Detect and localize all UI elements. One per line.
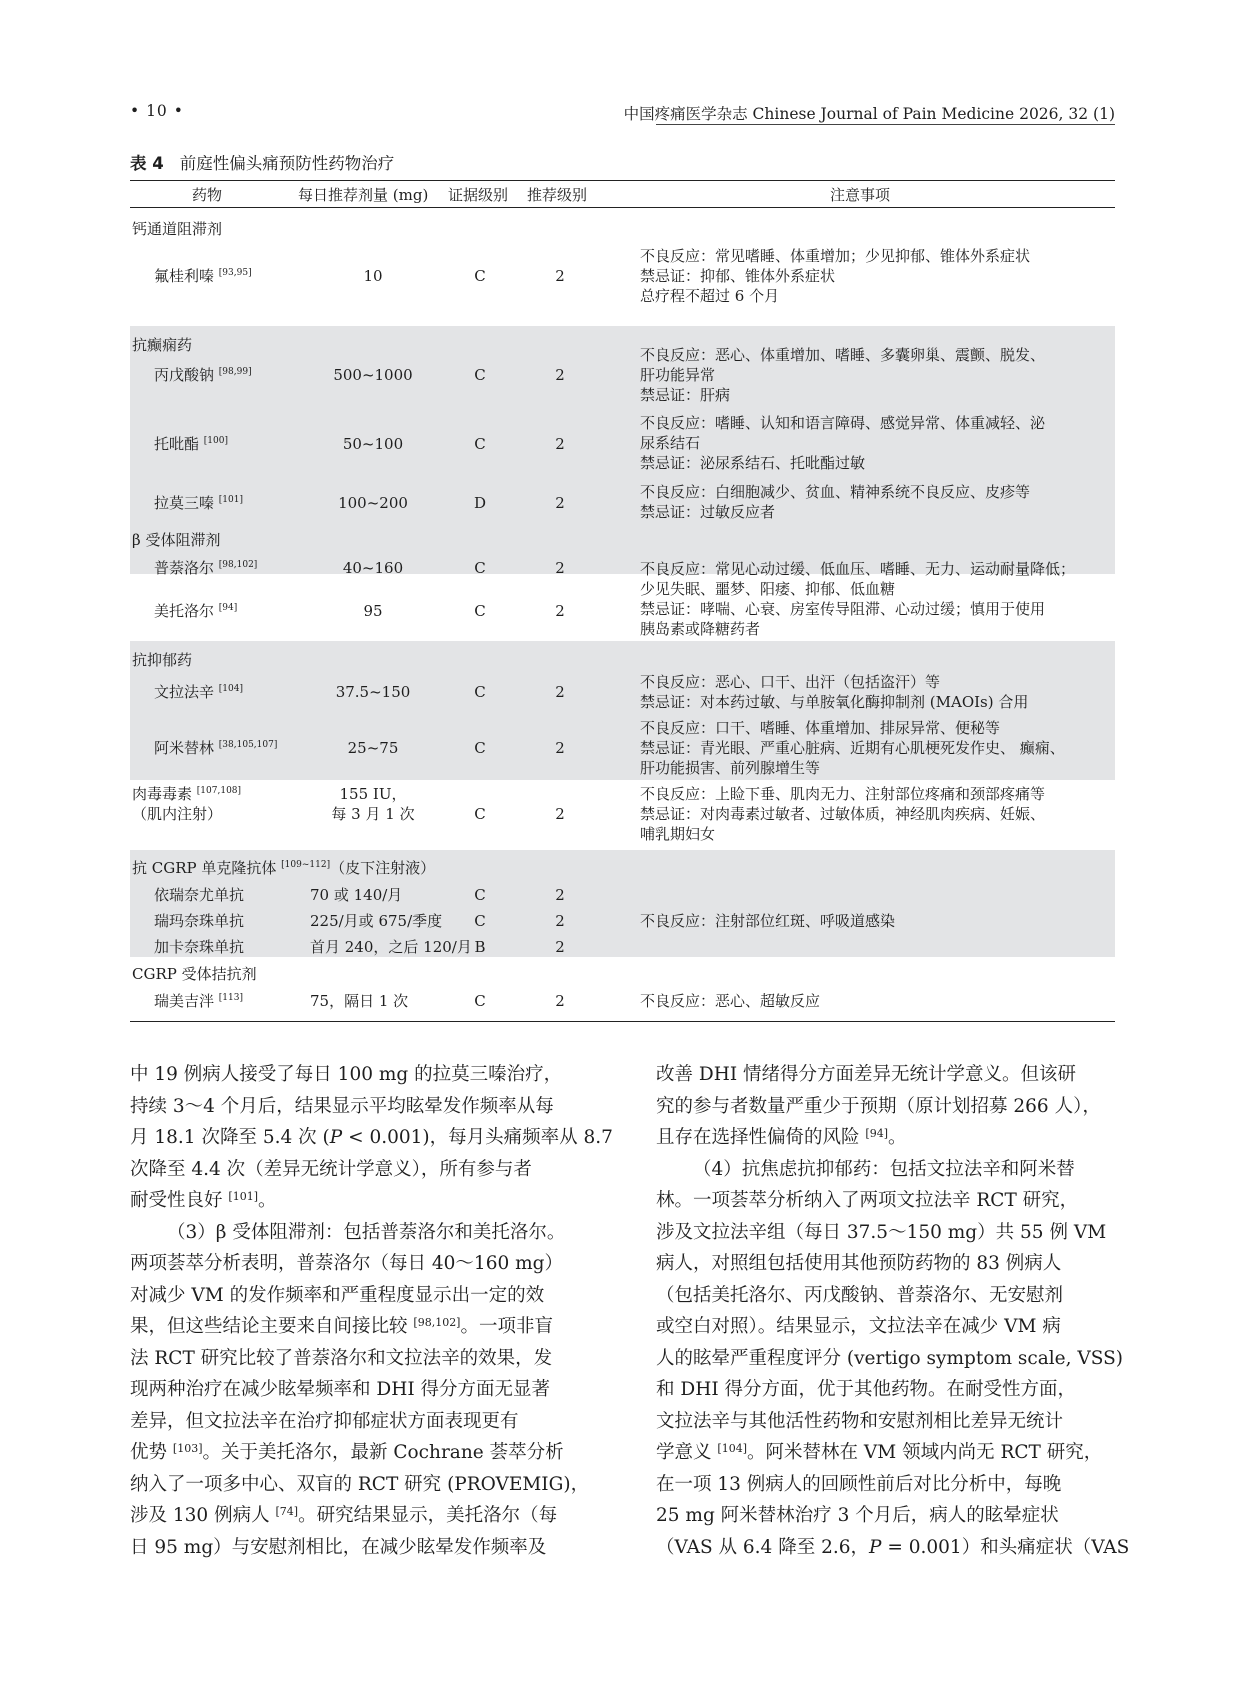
paragraph: 中 19 例病人接受了每日 100 mg 的拉莫三嗪治疗， 持续 3～4 个月后，结果显示平均眩晕发作频率从每 月 18.1 次降至 5.4 次 (P < 0.001)，每月头痛频率从 8.7 次降至 4.4 次（差异无统计学意义），所有参与者 耐受性良好 [101]。 xyxy=(130,1064,613,1211)
evidence-level: C xyxy=(474,992,486,1010)
journal-title: 中国疼痛医学杂志 Chinese Journal of Pain Medicine 2026, 32 (1) xyxy=(623,105,1115,123)
recommendation-grade: 2 xyxy=(555,559,565,577)
drug-name: 拉莫三嗪 [101] xyxy=(154,494,243,512)
group-label-beta: β 受体阻滞剂 xyxy=(132,531,221,549)
paragraph: （4）抗焦虑抗抑郁药：包括文拉法辛和阿米替 林。一项荟萃分析纳入了两项文拉法辛 RCT 研究， 涉及文拉法辛组（每日 37.5～150 mg）共 55 例 VM 病人，对照组包括使用其他预防药物的 83 例病人 （包括美托洛尔、丙戊酸钠、普萘洛尔、无安慰剂 或空白对照）。结果显示，文拉法辛在减少 VM 病 人的眩晕严重程度评分 (vertigo symptom scale, VSS) 和 DHI 得分方面，优于其他药物。在耐受性方面， 文拉法辛与其他活性药物和安慰剂相比差异无统计 学意义 [104]。阿米替林在 VM 领域内尚无 RCT 研究， 在一项 13 例病人的回顾性前后对比分析中，每晚 25 mg 阿米替林治疗 3 个月后，病人的眩晕症状 （VAS 从 6.4 降至 2.6，P = 0.001）和头痛症状（VAS xyxy=(656,1158,1130,1558)
evidence-level: C xyxy=(474,559,486,577)
recommendation-grade: 2 xyxy=(555,992,565,1010)
body-column-right xyxy=(656,1059,1130,1563)
drug-name: 瑞玛奈珠单抗 xyxy=(154,912,245,930)
table-label: 表 4 xyxy=(130,154,164,173)
drug-name: 丙戊酸钠 [98,99] xyxy=(154,366,252,384)
evidence-level: C xyxy=(474,267,486,285)
group-label-aed-text: 抗癫痫药 xyxy=(132,336,193,354)
evidence-level: C xyxy=(474,886,486,904)
drug-name: 普萘洛尔 [98,102] xyxy=(154,559,258,577)
table-top-rule xyxy=(130,180,1115,181)
column-header-drug: 药物 xyxy=(192,186,223,204)
notes-cell: 不良反应：常见心动过缓、低血压、嗜睡、无力、运动耐量降低； 少见失眠、噩梦、阳痿、抑郁、低血糖 禁忌证：哮喘、心衰、房室传导阻滞、心动过缓；慎用于使用 胰岛素或降糖药者 xyxy=(640,560,1076,638)
recommendation-grade: 2 xyxy=(555,739,565,757)
dose-value: 50~100 xyxy=(342,435,404,453)
dose-value: 225/月或 675/季度 xyxy=(310,912,443,930)
dose-value: 25~75 xyxy=(347,739,399,757)
drug-name: 瑞美吉泮 [113] xyxy=(154,992,243,1010)
header-rule xyxy=(656,124,1115,125)
group-label-antidepressants: 抗抑郁药 xyxy=(132,651,193,669)
column-header-evidence: 证据级别 xyxy=(448,186,509,204)
evidence-level: C xyxy=(474,435,486,453)
recommendation-grade: 2 xyxy=(555,366,565,384)
recommendation-grade: 2 xyxy=(555,912,565,930)
column-header-notes: 注意事项 xyxy=(830,186,891,204)
paragraph: 改善 DHI 情绪得分方面差异无统计学意义。但该研 究的参与者数量严重少于预期（原计划招募 266 人）， 且存在选择性偏倚的风险 [94]。 xyxy=(656,1064,1101,1148)
table-title: 前庭性偏头痛预防性药物治疗 xyxy=(179,154,395,173)
dose-value: 100~200 xyxy=(338,494,408,512)
notes-cell: 不良反应：口干、嗜睡、体重增加、排尿异常、便秘等 禁忌证：青光眼、严重心脏病、近期有心肌梗死发作史、 癫痫、 肝功能损害、前列腺增生等 xyxy=(640,719,1065,777)
column-header-dose: 每日推荐剂量 (mg) xyxy=(298,186,429,204)
drug-name: 肉毒毒素 [107,108] （肌内注射） xyxy=(132,785,242,823)
recommendation-grade: 2 xyxy=(555,683,565,701)
notes-cell: 不良反应：白细胞减少、贫血、精神系统不良反应、皮疹等 禁忌证：过敏反应者 xyxy=(640,483,1031,521)
dose-value: 500~1000 xyxy=(333,366,413,384)
recommendation-grade: 2 xyxy=(555,435,565,453)
dose-value: 75，隔日 1 次 xyxy=(310,992,409,1010)
column-header-grade: 推荐级别 xyxy=(527,186,588,204)
evidence-level: B xyxy=(474,938,486,956)
group-label-gepant: CGRP 受体拮抗剂 xyxy=(132,965,257,983)
evidence-level: C xyxy=(474,683,486,701)
table-caption xyxy=(130,150,394,174)
running-head xyxy=(130,102,1115,126)
notes-cell: 不良反应：上睑下垂、肌肉无力、注射部位疼痛和颈部疼痛等 禁忌证：对肉毒素过敏者、过敏体质，神经肌肉疾病、妊娠、 哺乳期妇女 xyxy=(640,785,1046,843)
dose-value: 40~160 xyxy=(342,559,404,577)
recommendation-grade: 2 xyxy=(555,602,565,620)
drug-name: 加卡奈珠单抗 xyxy=(154,938,245,956)
dose-value: 首月 240，之后 120/月 xyxy=(310,938,472,956)
notes-cell: 不良反应：恶心、口干、出汗（包括盗汗）等 禁忌证：对本药过敏、与单胺氧化酶抑制剂 (MAOIs) 合用 xyxy=(640,673,1029,711)
evidence-level: C xyxy=(474,739,486,757)
evidence-level: C xyxy=(474,805,486,823)
recommendation-grade: 2 xyxy=(555,938,565,956)
dose-value: 70 或 140/月 xyxy=(310,886,403,904)
group-label-cgrp-mab: 抗 CGRP 单克隆抗体 [109~112]（皮下注射液） xyxy=(132,859,436,877)
drug-name: 美托洛尔 [94] xyxy=(154,602,238,620)
dose-value: 37.5~150 xyxy=(335,683,411,701)
recommendation-grade: 2 xyxy=(555,267,565,285)
dose-value: 10 xyxy=(363,267,383,285)
dose-value: 95 xyxy=(363,602,383,620)
recommendation-grade: 2 xyxy=(555,494,565,512)
notes-cell: 不良反应：注射部位红斑、呼吸道感染 xyxy=(640,912,896,930)
drug-name: 依瑞奈尤单抗 xyxy=(154,886,245,904)
notes-cell: 不良反应：恶心、体重增加、嗜睡、多囊卵巢、震颤、脱发、 肝功能异常 禁忌证：肝病 xyxy=(640,346,1046,404)
paragraph: （3）β 受体阻滞剂：包括普萘洛尔和美托洛尔。 两项荟萃分析表明，普萘洛尔（每日 40～160 mg） 对减少 VM 的发作频率和严重程度显示出一定的效 果，但这些结论主要来自间接比较 [98,102]。一项非盲 法 RCT 研究比较了普萘洛尔和文拉法辛的效果，发 现两种治疗在减少眩晕频率和 DHI 得分方面无显著 差异，但文拉法辛在治疗抑郁症状方面表现更有 优势 [103]。关于美托洛尔，最新 Cochrane 荟萃分析 纳入了一项多中心、双盲的 RCT 研究 (PROVEMIG)， 涉及 130 例病人 [74]。研究结果显示，美托洛尔（每 日 95 mg）与安慰剂相比，在减少眩晕发作频率及 xyxy=(130,1221,590,1558)
notes-cell: 不良反应：恶心、超敏反应 xyxy=(640,992,821,1010)
drug-name: 阿米替林 [38,105,107] xyxy=(154,739,278,757)
body-column-left xyxy=(130,1059,613,1563)
evidence-level: C xyxy=(474,602,486,620)
dose-value: 155 IU， 每 3 月 1 次 xyxy=(331,785,415,823)
drug-name: 托吡酯 [100] xyxy=(154,435,228,453)
drug-name: 氟桂利嗪 [93,95] xyxy=(154,267,252,285)
evidence-level: C xyxy=(474,366,486,384)
notes-cell: 不良反应：常见嗜睡、体重增加；少见抑郁、锥体外系症状 禁忌证：抑郁、锥体外系症状 总疗程不超过 6 个月 xyxy=(640,247,1031,305)
table-bottom-rule xyxy=(130,1021,1115,1022)
notes-cell: 不良反应：嗜睡、认知和语言障碍、感觉异常、体重减轻、泌 尿系结石 禁忌证：泌尿系结石、托吡酯过敏 xyxy=(640,414,1046,472)
evidence-level: D xyxy=(473,494,487,512)
recommendation-grade: 2 xyxy=(555,805,565,823)
group-band-gepant xyxy=(130,957,1115,1017)
group-label-ccb: 钙通道阻滞剂 xyxy=(132,220,223,238)
drug-name: 文拉法辛 [104] xyxy=(154,683,243,701)
page-number: • 10 • xyxy=(130,102,184,120)
recommendation-grade: 2 xyxy=(555,886,565,904)
evidence-level: C xyxy=(474,912,486,930)
